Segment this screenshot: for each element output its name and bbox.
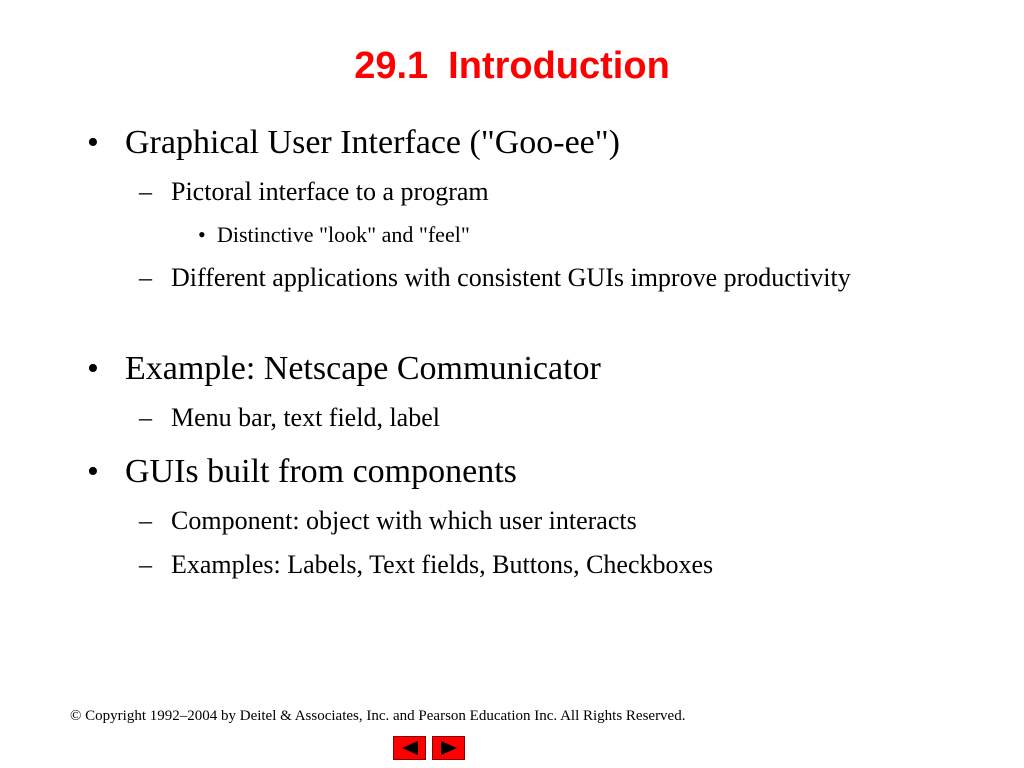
triangle-right-icon [439, 740, 459, 756]
copyright-footer: © Copyright 1992–2004 by Deitel & Associates, Inc. and Pearson Education Inc. All Rights Reserved. [70, 708, 686, 724]
title-text: Introduction [448, 45, 670, 87]
sub-bullet-text: Component: object with which user interacts [171, 506, 637, 535]
section-number: 29.1 [354, 45, 429, 87]
bullet-marker: • [87, 124, 99, 161]
sub-bullet-text: Pictoral interface to a program [171, 177, 489, 206]
sub-bullet-text: Examples: Labels, Text fields, Buttons, Checkboxes [171, 550, 714, 579]
dash-marker: – [139, 403, 152, 432]
bullet-text: GUIs built from components [125, 453, 517, 490]
dash-marker: – [139, 263, 152, 292]
sub-sub-bullet-text: Distinctive "look" and "feel" [217, 222, 470, 247]
bullet-marker: • [87, 453, 99, 490]
triangle-left-icon [400, 740, 420, 756]
dash-marker: – [139, 506, 152, 535]
sub-bullet-text: Menu bar, text field, label [171, 403, 440, 432]
slide-navigation [393, 736, 465, 760]
next-slide-button[interactable] [432, 736, 465, 760]
dash-marker: – [139, 177, 152, 206]
bullet-text: Graphical User Interface ("Goo-ee") [125, 124, 620, 161]
bullet-marker: • [198, 222, 206, 247]
sub-bullet-text: Different applications with consistent GUIs improve productivity [171, 263, 851, 292]
bullet-marker: • [87, 350, 99, 387]
previous-slide-button[interactable] [393, 736, 426, 760]
dash-marker: – [139, 550, 152, 579]
bullet-text: Example: Netscape Communicator [125, 350, 601, 387]
